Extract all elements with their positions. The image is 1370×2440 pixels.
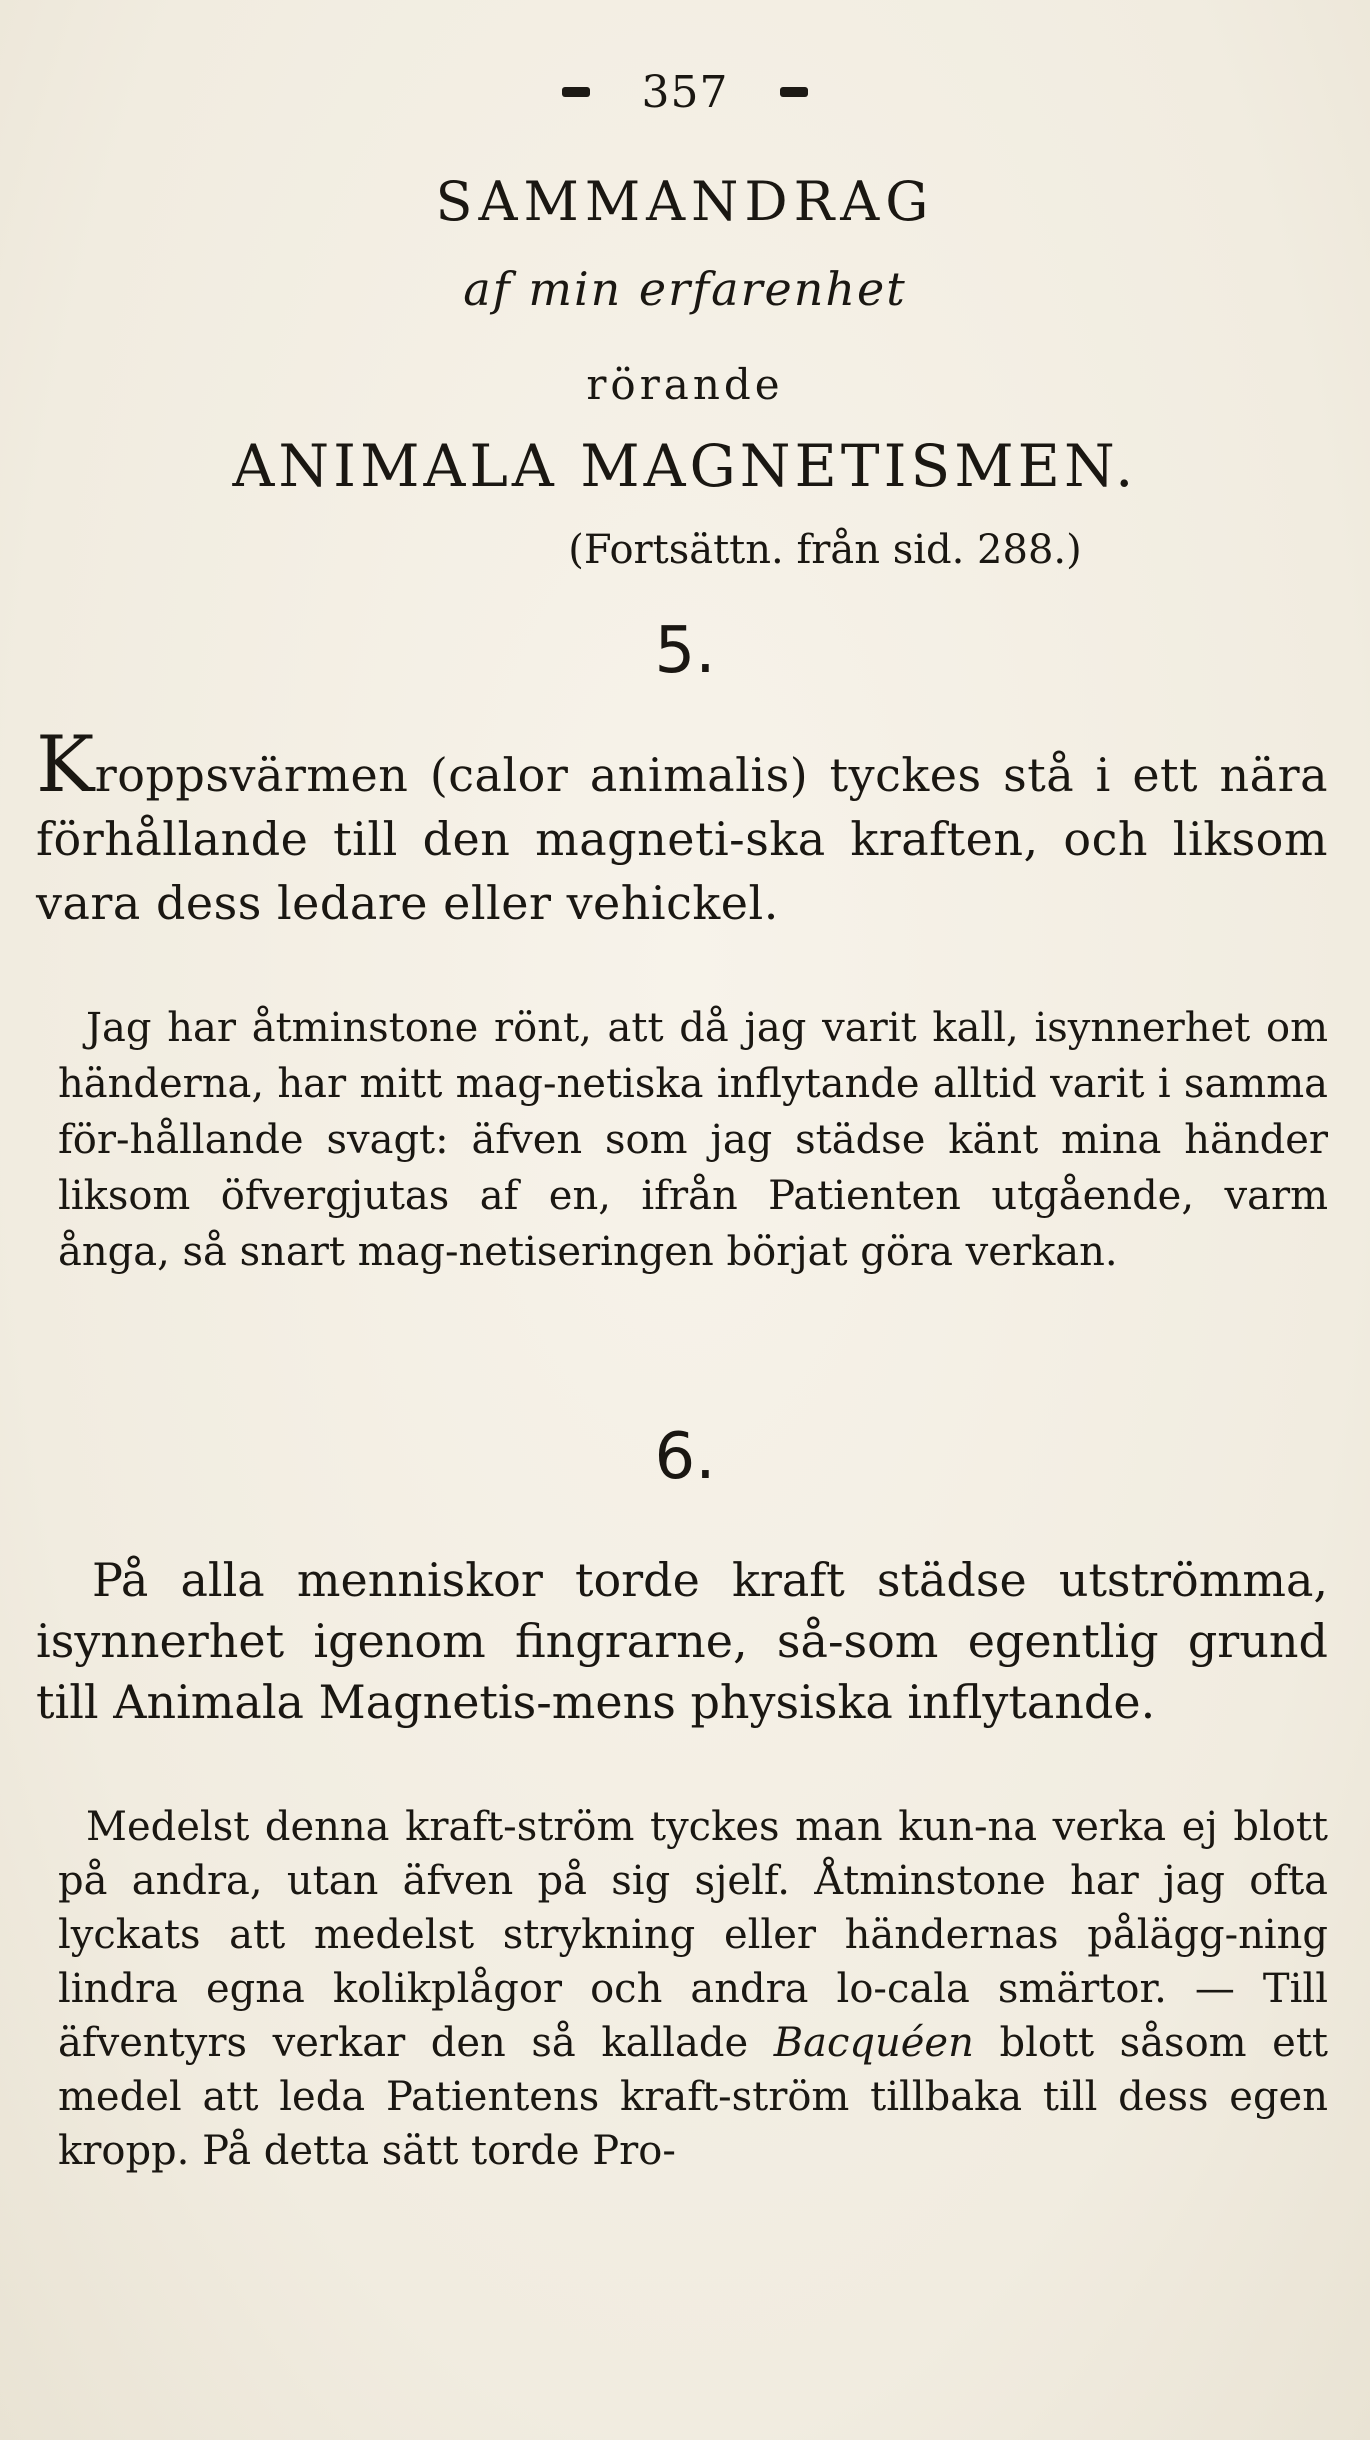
section-6-paragraph-2 xyxy=(58,1800,1328,2178)
chapter-title: SAMMANDRAG xyxy=(435,170,935,233)
chapter-subtitle-connector: rörande xyxy=(586,360,784,409)
drop-cap: K xyxy=(36,720,95,810)
paragraph-text-before: Medelst denna kraft-ström tyckes man kun-na verka ej blott på andra, utan äfven på sig sjelf. Åtminstone har jag ofta lyckats att medelst strykning eller händernas pålägg-ning lindra egna kolikplågor och andra lo-cala smärtor. — Till äfventyrs verkar den så kallade xyxy=(58,1804,1328,2066)
page-header xyxy=(0,62,1370,122)
paragraph-text-after: blott såsom ett medel att leda Patientens kraft-ström tillbaka till dess egen kropp. På detta sätt torde Pro- xyxy=(58,2020,1328,2174)
section-6-paragraph-1: På alla menniskor torde kraft städse utströmma, isynnerhet igenom fingrarne, så-som egentlig grund till Animala Magnetis-mens physiska inflytande. xyxy=(36,1553,1328,1729)
section-number-5: 5. xyxy=(654,614,716,688)
left-ornament-dash xyxy=(562,87,590,97)
section-5-paragraph-1 xyxy=(36,720,1328,935)
right-ornament-dash xyxy=(780,87,808,97)
italic-term: Bacquéen xyxy=(773,2020,974,2066)
chapter-subject-title: ANIMALA MAGNETISMEN. xyxy=(232,432,1138,500)
section-5-paragraph-2: Jag har åtminstone rönt, att då jag varit kall, isynnerhet om händerna, har mitt mag-netiska inflytande alltid varit i samma för-hållande svagt: äfven som jag städse känt mina händer liksom öfvergjutas af en, ifrån Patienten utgående, varm ånga, så snart mag-netiseringen börjat göra verkan. xyxy=(58,1005,1328,1275)
continuation-note: (Fortsättn. från sid. 288.) xyxy=(568,527,1082,573)
chapter-subtitle-italic: af min erfarenhet xyxy=(463,262,907,316)
paragraph-text: roppsvärmen (calor animalis) tyckes stå i ett nära förhållande till den magneti-ska kraften, och liksom vara dess ledare eller vehickel. xyxy=(36,748,1328,930)
page-number: 357 xyxy=(641,66,729,118)
section-number-6: 6. xyxy=(654,1420,716,1494)
